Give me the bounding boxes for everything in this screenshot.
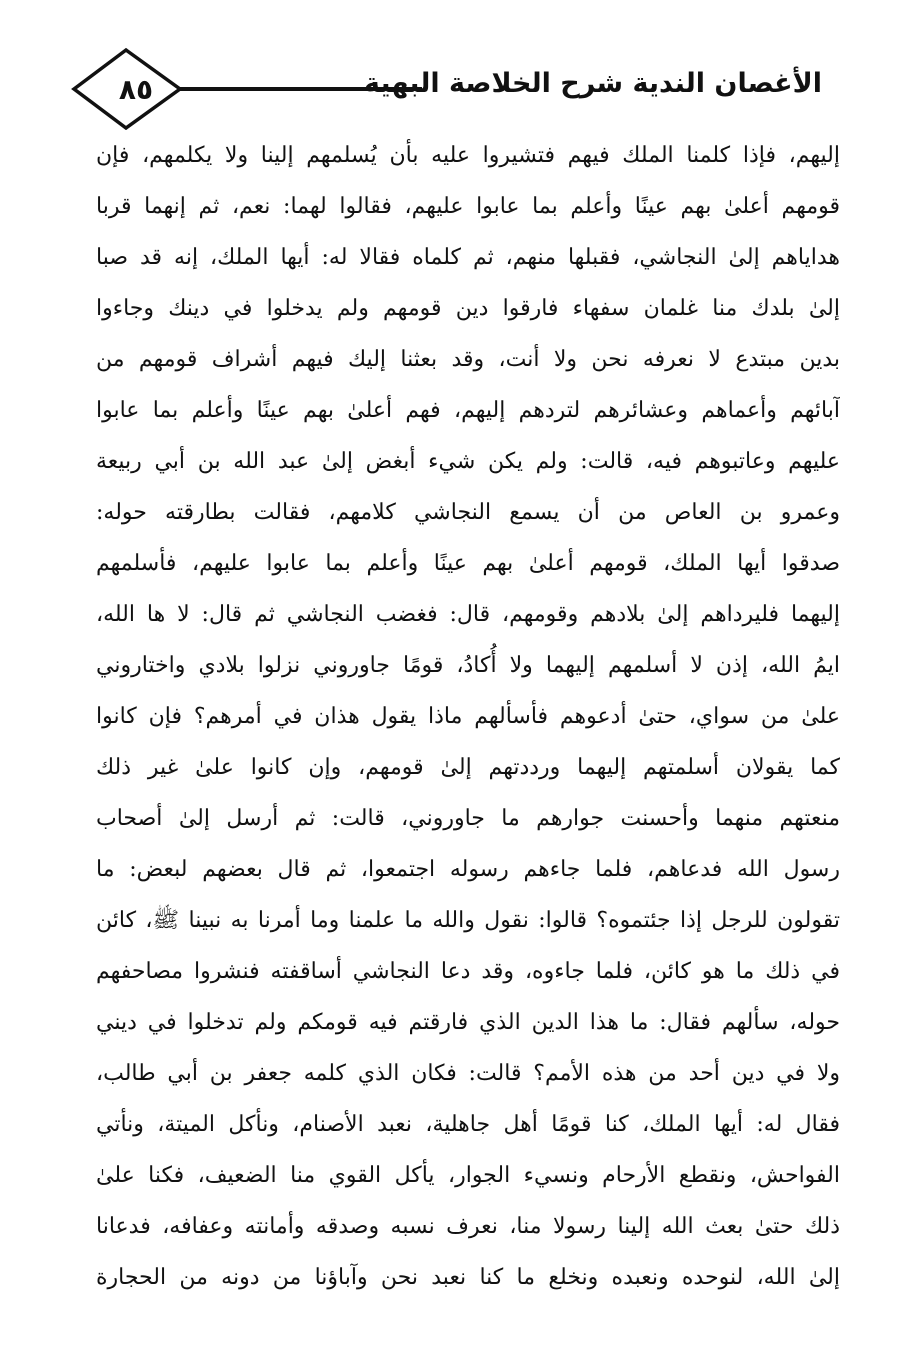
text-line: وعمرو بن العاص من أن يسمع النجاشي كلامهم، فقالت بطارقته حوله: xyxy=(96,500,840,525)
text-line: إليهما فليرداهم إلىٰ بلادهم وقومهم، قال: فغضب النجاشي ثم قال: لا ها الله، xyxy=(96,602,840,627)
text-line: حوله، سألهم فقال: ما هذا الدين الذي فارقتم فيه قومكم ولم تدخلوا في ديني xyxy=(96,1010,840,1035)
text-line: الفواحش، ونقطع الأرحام ونسيء الجوار، يأكل القوي منا الضعيف، فكنا علىٰ xyxy=(96,1163,840,1188)
text-line: هداياهم إلىٰ النجاشي، فقبلها منهم، ثم كلماه فقالا له: أيها الملك، إنه قد صبا xyxy=(96,245,840,270)
text-line: منعتهم منهما وأحسنت جوارهم ما جاوروني، قالت: ثم أرسل إلىٰ أصحاب xyxy=(96,806,840,831)
text-line: ولا في دين أحد من هذه الأمم؟ قالت: فكان الذي كلمه جعفر بن أبي طالب، xyxy=(96,1061,840,1086)
page-number: ٨٥ xyxy=(118,73,154,106)
text-line: ذلك حتىٰ بعث الله إلينا رسولا منا، نعرف نسبه وصدقه وأمانته وعفافه، فدعانا xyxy=(96,1214,840,1239)
text-line: ايمُ الله، إذن لا أسلمهم إليهما ولا أُكادُ، قومًا جاوروني نزلوا بلادي واختاروني xyxy=(96,653,840,678)
text-line: رسول الله فدعاهم، فلما جاءهم رسوله اجتمعوا، ثم قال بعضهم لبعض: ما xyxy=(96,857,840,882)
running-title: الأغصان الندية شرح الخلاصة البهية xyxy=(364,68,822,99)
body-text xyxy=(96,130,840,1303)
text-line: فقال له: أيها الملك، كنا قومًا أهل جاهلية، نعبد الأصنام، ونأكل الميتة، ونأتي xyxy=(96,1112,840,1137)
text-line: قومهم أعلىٰ بهم عينًا وأعلم بما عابوا عليهم، فقالوا لهما: نعم، ثم إنهما قربا xyxy=(96,194,840,219)
text-line: تقولون للرجل إذا جئتموه؟ قالوا: نقول والله ما علمنا وما أمرنا به نبينا ﷺ، كائن xyxy=(96,908,840,933)
text-line: إلىٰ بلدك منا غلمان سفهاء فارقوا دين قومهم ولم يدخلوا في دينك وجاءوا xyxy=(96,296,840,321)
text-line: كما يقولان أسلمتهم إليهما ورددتهم إلىٰ قومهم، وإن كانوا علىٰ غير ذلك xyxy=(96,755,840,780)
text-line: إلىٰ الله، لنوحده ونعبده ونخلع ما كنا نعبد نحن وآباؤنا من دونه من الحجارة xyxy=(96,1265,840,1290)
text-line: عليهم وعاتبوهم فيه، قالت: ولم يكن شيء أبغض إلىٰ عبد الله بن أبي ربيعة xyxy=(96,449,840,474)
text-line: آبائهم وأعماهم وعشائرهم لتردهم إليهم، فهم أعلىٰ بهم عينًا وأعلم بما عابوا xyxy=(96,398,840,423)
text-line: صدقوا أيها الملك، قومهم أعلىٰ بهم عينًا وأعلم بما عابوا عليهم، فأسلمهم xyxy=(96,551,840,576)
text-line: علىٰ من سواي، حتىٰ أدعوهم فأسألهم ماذا يقول هذان في أمرهم؟ فإن كانوا xyxy=(96,704,840,729)
text-line: بدين مبتدع لا نعرفه نحن ولا أنت، وقد بعثنا إليك فيهم أشراف قومهم من xyxy=(96,347,840,372)
text-line: إليهم، فإذا كلمنا الملك فيهم فتشيروا عليه بأن يُسلمهم إلينا ولا يكلمهم، فإن xyxy=(96,143,840,168)
text-line: في ذلك ما هو كائن، فلما جاءوه، وقد دعا النجاشي أساقفته فنشروا مصاحفهم xyxy=(96,959,840,984)
page-header xyxy=(0,0,920,130)
